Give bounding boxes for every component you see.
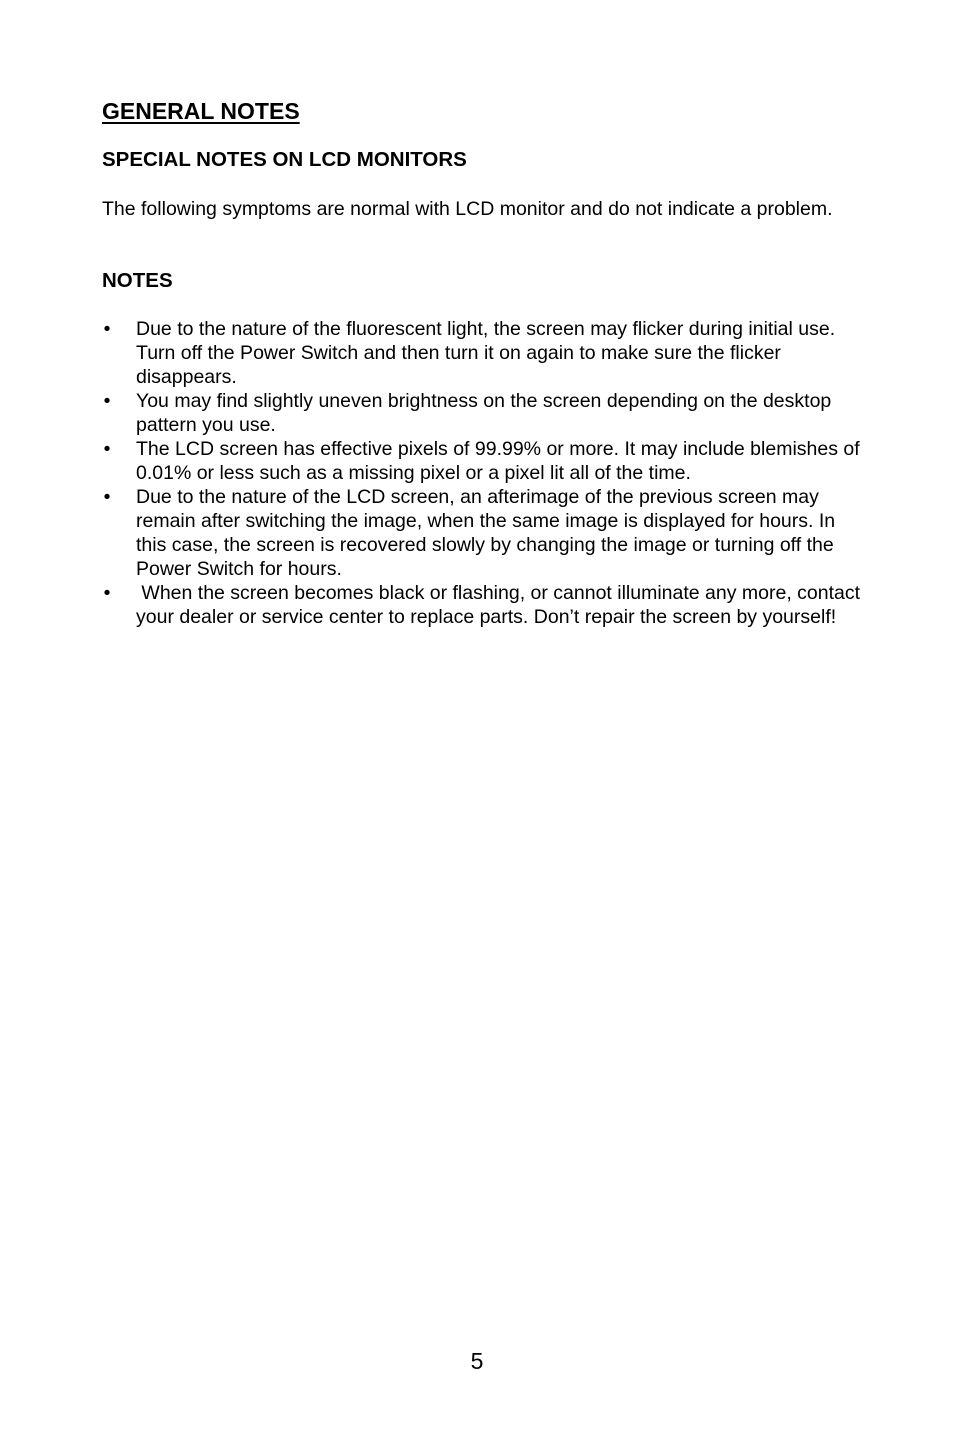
bullet-icon: •: [103, 438, 111, 460]
bullet-icon: •: [103, 486, 111, 508]
bullet-icon: •: [103, 318, 111, 340]
list-item: [102, 485, 862, 581]
list-item-text: Due to the nature of the fluorescent light, the screen may flicker during initial use. Turn off the Power Switch and then turn it on again to make sure the flicker disappears.: [136, 318, 836, 388]
list-item: [102, 437, 862, 485]
document-page: [102, 95, 866, 628]
list-item-text: Due to the nature of the LCD screen, an afterimage of the previous screen may remain after switching the image, when the same image is displayed for hours. In this case, the screen is recovered slowly by changing the image or turning off the Power Switch for hours.: [136, 486, 836, 580]
page-heading: GENERAL NOTES: [102, 98, 300, 124]
list-item: [102, 389, 862, 437]
notes-list: [102, 317, 866, 629]
page-number: 5: [470, 1348, 484, 1374]
intro-paragraph: The following symptoms are normal with LCD monitor and do not indicate a problem.: [102, 198, 833, 220]
section-heading: SPECIAL NOTES ON LCD MONITORS: [102, 148, 467, 171]
list-item-text: You may find slightly uneven brightness on the screen depending on the desktop pattern you use.: [136, 390, 832, 436]
list-item: [102, 581, 866, 629]
list-item: [102, 317, 862, 389]
list-item-text: The LCD screen has effective pixels of 99.99% or more. It may include blemishes of 0.01% or less such as a missing pixel or a pixel lit all of the time.: [136, 438, 860, 484]
list-item-text: When the screen becomes black or flashing, or cannot illuminate any more, contact your dealer or service center to replace parts. Don’t repair the screen by yourself!: [136, 582, 866, 628]
bullet-icon: •: [103, 582, 111, 604]
bullet-icon: •: [103, 390, 111, 412]
notes-heading: NOTES: [102, 269, 173, 292]
